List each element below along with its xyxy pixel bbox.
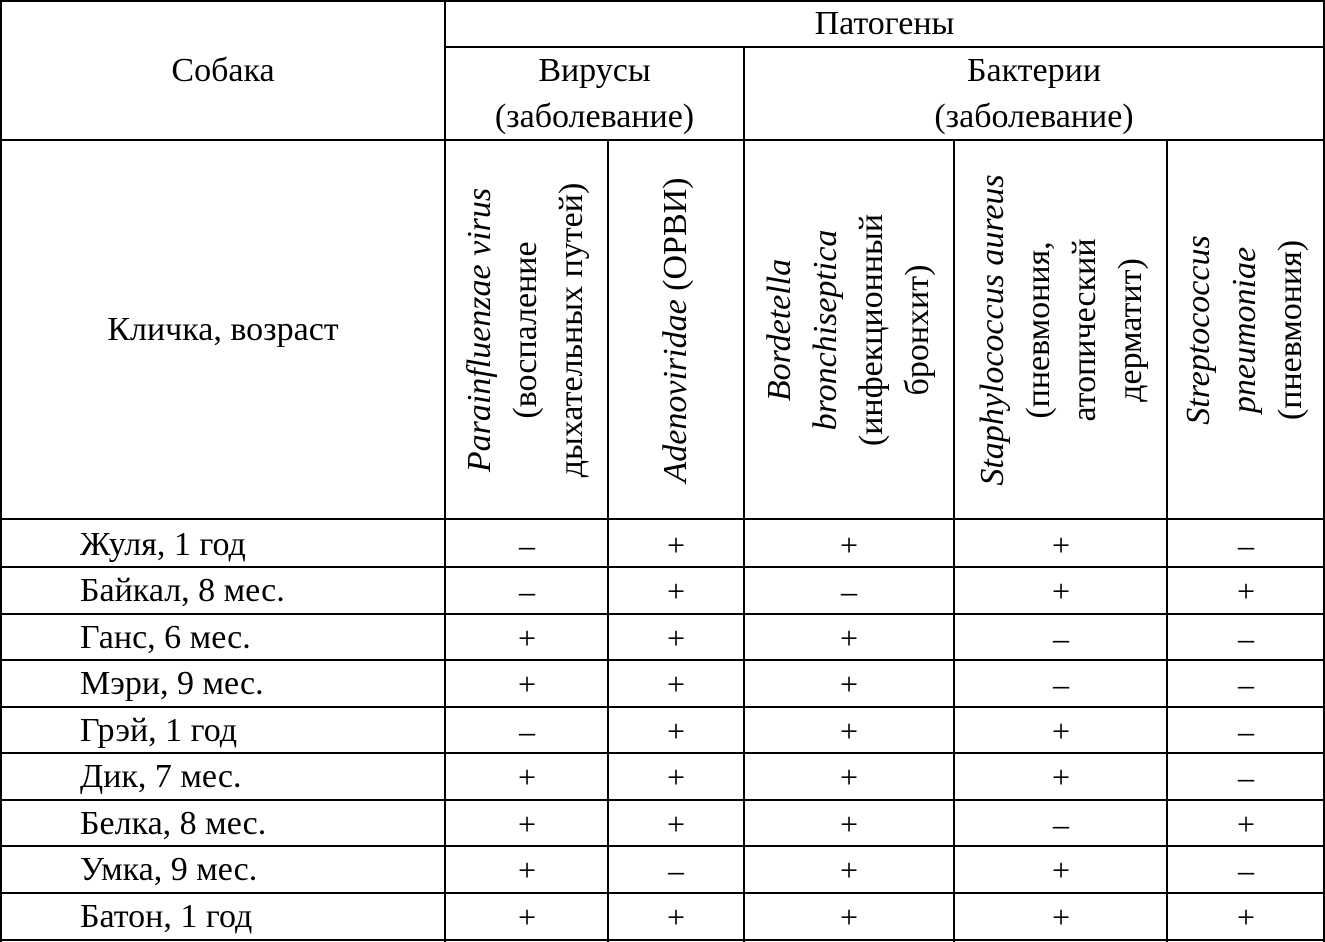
cell-value: –: [519, 527, 535, 563]
cell-value: +: [1051, 759, 1071, 795]
col-header-line: дыхательных путей): [553, 182, 590, 478]
cell-value: +: [1051, 573, 1071, 609]
row-name: Байкал, 8 мес.: [80, 572, 285, 609]
col-header-staphylococcus: [970, 174, 1154, 485]
col-header-line: (инфекционный: [853, 213, 890, 447]
cell-value: +: [666, 713, 686, 749]
cell-value: +: [839, 527, 859, 563]
header-viruses: [446, 48, 743, 139]
row-name: Батон, 1 год: [80, 898, 253, 935]
row-name: Мэри, 9 мес.: [80, 665, 264, 702]
col-header-line: бронхит): [899, 264, 936, 396]
header-bacteria-line2: (заболевание): [934, 97, 1134, 135]
cell-value: –: [1053, 620, 1069, 656]
cell-value: +: [517, 620, 537, 656]
col-header-line: pneumoniae: [1226, 246, 1263, 414]
col-header-streptococcus: [1176, 235, 1314, 424]
cell-value: +: [839, 806, 859, 842]
col-header-line: атопический: [1066, 238, 1103, 422]
cell-value: –: [1238, 852, 1254, 888]
cell-value: +: [517, 806, 537, 842]
cell-value: +: [839, 620, 859, 656]
header-name-age: Кличка, возраст: [107, 310, 339, 348]
cell-value: +: [666, 620, 686, 656]
cell-value: –: [1238, 527, 1254, 563]
row-name: Жуля, 1 год: [80, 526, 246, 563]
divider-col-1: [607, 139, 609, 942]
col-header-line: дерматит): [1112, 258, 1149, 402]
cell-value: +: [1051, 899, 1071, 935]
cell-value: –: [519, 713, 535, 749]
cell-value: +: [666, 666, 686, 702]
cell-value: +: [1051, 527, 1071, 563]
cell-value: +: [666, 806, 686, 842]
cell-value: –: [841, 573, 857, 609]
cell-value: +: [517, 899, 537, 935]
cell-value: +: [1051, 852, 1071, 888]
row-name: Белка, 8 мес.: [80, 805, 267, 842]
cell-value: –: [519, 573, 535, 609]
cell-value: +: [1236, 806, 1256, 842]
col-header-parainfluenzae: [457, 183, 595, 478]
cell-value: +: [666, 527, 686, 563]
col-header-line: Bordetella: [761, 258, 798, 402]
cell-value: +: [666, 759, 686, 795]
cell-value: –: [1238, 620, 1254, 656]
header-bacteria: [745, 48, 1323, 139]
header-dog: Собака: [171, 51, 275, 89]
cell-value: –: [668, 852, 684, 888]
cell-value: +: [839, 899, 859, 935]
header-pathogens: Патогены: [814, 5, 955, 42]
cell-value: –: [1238, 759, 1254, 795]
header-viruses-line1: Вирусы: [538, 51, 651, 89]
col-header-adenoviridae: [653, 177, 699, 482]
col-header-line: (воспаление: [507, 241, 544, 419]
divider-virus-bacteria: [743, 46, 745, 942]
cell-value: +: [666, 899, 686, 935]
col-header-line: [653, 177, 699, 482]
cell-value: +: [839, 759, 859, 795]
col-header-italic: Adenoviridae: [657, 299, 694, 483]
col-header-line: bronchiseptica: [807, 229, 844, 431]
cell-value: +: [517, 852, 537, 888]
row-name: Дик, 7 мес.: [80, 758, 242, 795]
header-bacteria-line1: Бактерии: [966, 51, 1102, 89]
cell-value: +: [839, 666, 859, 702]
cell-value: –: [1238, 666, 1254, 702]
col-header-bordetella: [757, 214, 941, 446]
divider-header-body: [0, 518, 1325, 520]
cell-value: +: [517, 666, 537, 702]
row-name: Ганс, 6 мес.: [80, 619, 251, 656]
cell-value: +: [839, 713, 859, 749]
cell-value: –: [1238, 713, 1254, 749]
cell-value: +: [1051, 713, 1071, 749]
col-header-line: Streptococcus: [1180, 235, 1217, 425]
divider-col-3: [953, 139, 955, 942]
cell-value: –: [1053, 666, 1069, 702]
col-header-suffix: (ОРВИ): [657, 177, 694, 300]
cell-value: +: [517, 759, 537, 795]
cell-value: –: [1053, 806, 1069, 842]
cell-value: +: [1236, 899, 1256, 935]
row-name: Умка, 9 мес.: [80, 851, 258, 888]
header-viruses-line2: (заболевание): [494, 97, 695, 135]
divider-col-4: [1166, 139, 1168, 942]
row-name: Грэй, 1 год: [80, 712, 238, 749]
cell-value: +: [839, 852, 859, 888]
col-header-line: (пневмония,: [1020, 241, 1057, 419]
col-header-line: Parainfluenzae virus: [461, 187, 498, 473]
cell-value: +: [666, 573, 686, 609]
col-header-line: (пневмония): [1272, 239, 1309, 421]
col-header-line: Staphylococcus aureus: [974, 174, 1011, 486]
cell-value: +: [1236, 573, 1256, 609]
